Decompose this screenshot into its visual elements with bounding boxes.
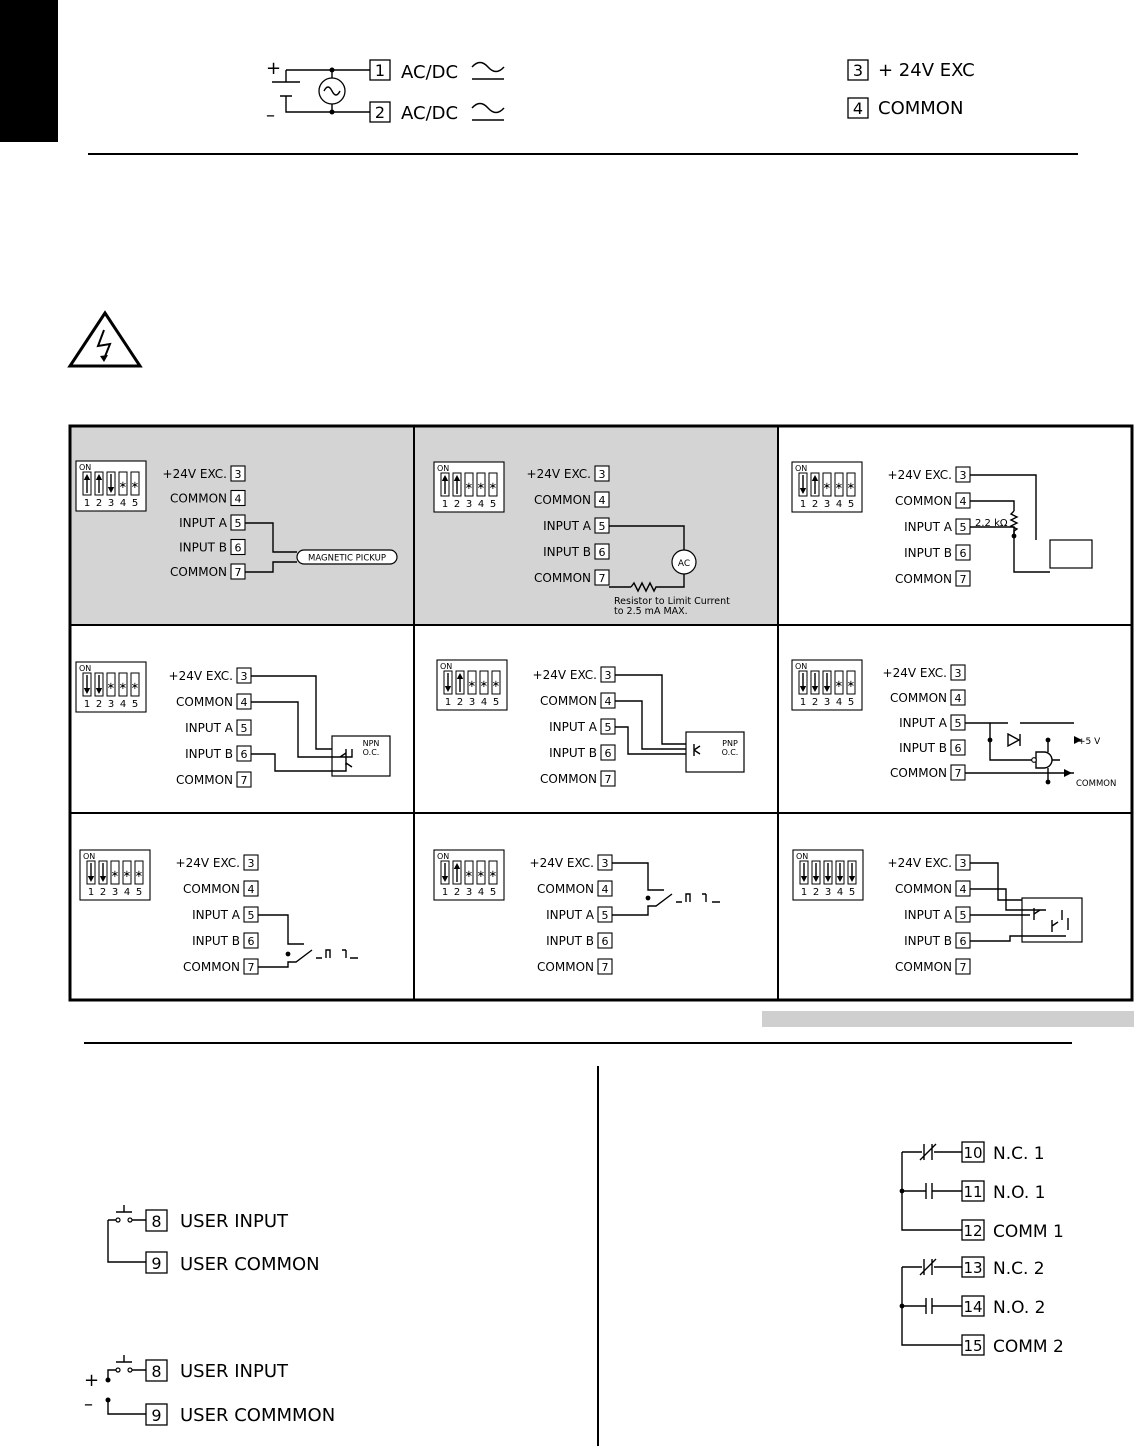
dip-switch-number: 5 [135, 887, 143, 898]
dip-on-label: ON [79, 463, 92, 472]
switch-dont-care-icon: ∗ [822, 481, 832, 492]
relay-terminal-label: N.C. 2 [993, 1259, 1045, 1279]
terminal-label: COMMON [183, 882, 240, 896]
terminal-label: +24V EXC. [162, 467, 227, 481]
dip-switch-number: 1 [441, 887, 449, 898]
shock-hazard-icon [70, 313, 140, 366]
junction-dot [900, 1304, 905, 1309]
terminal-number: 3 [954, 667, 962, 680]
relay-1-group [900, 1142, 1064, 1242]
terminal-label: INPUT B [192, 934, 240, 948]
normally-open-contact-icon [926, 1298, 932, 1314]
terminal-number: 6 [604, 747, 612, 760]
switch-dont-care-icon: ∗ [467, 679, 477, 690]
terminal-label: +24V EXC. [882, 666, 947, 680]
switch-dont-care-icon: ∗ [491, 679, 501, 690]
terminal-number: 5 [959, 909, 967, 922]
dip-switch-number: 2 [456, 697, 464, 708]
terminal-label: +24V EXC. [887, 468, 952, 482]
terminal-number: 7 [959, 961, 967, 974]
terminal-label: INPUT A [904, 908, 952, 922]
terminal-number: 6 [240, 748, 248, 761]
switch-dont-care-icon: ∗ [479, 679, 489, 690]
resistor-note: Resistor to Limit Current [614, 596, 730, 607]
terminal-number: 3 [598, 468, 606, 481]
switch-dont-care-icon: ∗ [488, 481, 498, 492]
dip-switch-number: 2 [811, 499, 819, 510]
source-plus-sign: + [84, 1370, 100, 1391]
junction-dot [1012, 534, 1017, 539]
terminal-label: INPUT A [546, 908, 594, 922]
common-output-label: COMMON [1076, 779, 1117, 789]
terminal-number: 3 [959, 857, 967, 870]
dip-switch-number: 2 [99, 887, 107, 898]
dip-switch-number: 3 [111, 887, 119, 898]
dip-switch-number: 3 [107, 699, 115, 710]
dip-switch-block [434, 850, 504, 900]
dip-switch-block [76, 662, 146, 712]
switch-dont-care-icon: ∗ [134, 869, 144, 880]
terminal-label: +24V EXC. [168, 669, 233, 683]
terminal-3-number: 3 [852, 61, 864, 80]
terminal-number: 3 [247, 857, 255, 870]
terminal-number: 4 [598, 494, 606, 507]
user-commmon-label: USER COMMMON [180, 1405, 336, 1426]
relay-terminal-label: N.O. 1 [993, 1183, 1046, 1203]
terminal-label: +24V EXC. [526, 467, 591, 481]
dip-switch-number: 1 [444, 697, 452, 708]
terminal-label: COMMON [540, 772, 597, 786]
resistor-value-label: 2.2 kΩ [975, 518, 1008, 529]
switch-dont-care-icon: ∗ [106, 681, 116, 692]
relay-terminal-number: 11 [963, 1183, 983, 1201]
sensor-box [1050, 540, 1092, 568]
switch-dont-care-icon: ∗ [118, 480, 128, 491]
terminal-label: +24V EXC. [175, 856, 240, 870]
magnetic-pickup-label: MAGNETIC PICKUP [308, 553, 386, 564]
dip-switch-number: 2 [811, 697, 819, 708]
dip-switch-number: 1 [441, 499, 449, 510]
dip-switch-number: 5 [847, 697, 855, 708]
terminal-label: COMMON [895, 494, 952, 508]
terminal-label: COMMON [170, 491, 227, 506]
npn-label: NPN [362, 739, 380, 748]
dip-switch-number: 5 [848, 887, 856, 898]
user-input-label: USER INPUT [180, 1361, 288, 1382]
ac-source-label: AC [677, 559, 691, 569]
relay-2-group [900, 1257, 1064, 1357]
dip-switch-number: 1 [83, 699, 91, 710]
switch-dont-care-icon: ∗ [476, 481, 486, 492]
terminal-number: 7 [954, 767, 962, 780]
relay-terminal-number: 10 [963, 1144, 983, 1162]
terminal-label: INPUT B [549, 746, 597, 760]
switch-dont-care-icon: ∗ [846, 481, 856, 492]
terminal-label: COMMON [890, 766, 947, 780]
terminal-number: 7 [959, 573, 967, 586]
relay-terminal-label: N.O. 2 [993, 1298, 1046, 1318]
npn-label: O.C. [362, 748, 380, 757]
terminal-label: COMMON [170, 565, 227, 579]
dip-switch-number: 2 [812, 887, 820, 898]
panel-background [70, 813, 414, 1000]
terminal-number: 6 [247, 935, 255, 948]
dip-on-label: ON [796, 852, 809, 861]
dip-switch-block [793, 850, 863, 900]
terminal-number: 4 [601, 883, 609, 896]
input-panel-5 [414, 625, 778, 813]
terminal-number: 3 [959, 469, 967, 482]
dip-switch-number: 4 [835, 499, 843, 510]
resistor-note: to 2.5 mA MAX. [614, 606, 688, 617]
junction-dot [286, 952, 291, 957]
terminal-number: 7 [234, 566, 242, 579]
terminal-number: 4 [247, 883, 255, 896]
terminal-label: INPUT B [185, 747, 233, 761]
terminal-8-number: 8 [151, 1212, 162, 1231]
terminal-number: 4 [234, 492, 242, 506]
terminal-label: COMMON [537, 960, 594, 974]
dip-switch-number: 5 [131, 498, 139, 509]
dip-switch-number: 3 [465, 887, 473, 898]
terminal-label: +24V EXC. [887, 856, 952, 870]
power-plus-sign: + [266, 58, 282, 79]
terminal-label: +24V EXC. [529, 856, 594, 870]
dip-switch-number: 2 [453, 499, 461, 510]
terminal-number: 7 [247, 961, 255, 974]
dip-switch-number: 4 [119, 699, 127, 710]
dip-switch-block [434, 462, 504, 512]
dip-switch-number: 3 [107, 498, 115, 509]
relay-terminal-number: 12 [963, 1222, 983, 1240]
terminal-9-number: 9 [151, 1254, 162, 1273]
dip-switch-number: 1 [799, 499, 807, 510]
switch-dont-care-icon: ∗ [834, 679, 844, 690]
user-input-sourcing [84, 1355, 335, 1426]
pnp-label: PNP [722, 739, 738, 748]
dip-switch-number: 4 [480, 697, 488, 708]
terminal-label: INPUT B [543, 545, 591, 559]
terminal-number: 3 [234, 468, 242, 481]
dip-switch-number: 5 [847, 499, 855, 510]
terminal-label: COMMON [895, 882, 952, 896]
relay-terminal-label: COMM 2 [993, 1337, 1064, 1357]
junction-dot [1046, 738, 1051, 743]
relay-terminal-label: COMM 1 [993, 1222, 1064, 1242]
source-minus-sign: – [84, 1394, 93, 1415]
terminal-number: 6 [959, 547, 967, 560]
terminal-4-number: 4 [852, 99, 864, 118]
dip-switch-number: 4 [835, 697, 843, 708]
dip-switch-number: 5 [489, 499, 497, 510]
terminal-4-label: COMMON [878, 98, 964, 119]
plus-5v-label: +5 V [1078, 737, 1101, 747]
terminal-number: 5 [234, 517, 242, 530]
dip-switch-number: 3 [823, 499, 831, 510]
terminal-number: 5 [959, 521, 967, 534]
terminal-label: COMMON [895, 572, 952, 586]
relay-terminal-number: 14 [963, 1298, 983, 1316]
switch-dont-care-icon: ∗ [476, 869, 486, 880]
terminal-label: INPUT A [549, 720, 597, 734]
terminal-number: 7 [604, 773, 612, 786]
terminal-label: COMMON [176, 695, 233, 709]
user-common-label: USER COMMON [180, 1254, 320, 1275]
dip-switch-number: 4 [477, 887, 485, 898]
terminal-2-number: 2 [374, 103, 386, 122]
relay-outputs [900, 1142, 1064, 1357]
terminal-number: 5 [954, 717, 962, 730]
dip-switch-block [792, 462, 862, 512]
terminal-label: COMMON [895, 960, 952, 974]
dip-switch-number: 1 [800, 887, 808, 898]
dip-switch-block [792, 660, 862, 710]
dip-switch-number: 5 [489, 887, 497, 898]
terminal-label: COMMON [176, 773, 233, 787]
terminal-number: 5 [604, 721, 612, 734]
terminal-label: COMMON [534, 493, 591, 507]
terminal-number: 5 [598, 520, 606, 533]
switch-dont-care-icon: ∗ [130, 681, 140, 692]
input-panel-4 [70, 625, 414, 813]
gray-band [762, 1011, 1134, 1027]
terminal-1-number: 1 [374, 61, 386, 80]
terminal-label: +24V EXC. [532, 668, 597, 682]
terminal-number: 4 [604, 695, 612, 708]
terminal-label: INPUT B [899, 741, 947, 755]
gate-bubble [1032, 758, 1037, 763]
dip-switch-number: 5 [492, 697, 500, 708]
terminal-number: 7 [240, 774, 248, 787]
normally-closed-contact-icon [920, 1259, 936, 1275]
dip-switch-number: 2 [95, 498, 103, 509]
user-input-sinking [108, 1205, 320, 1275]
terminal-number: 3 [240, 670, 248, 683]
switch-dont-care-icon: ∗ [464, 869, 474, 880]
ac-tilde-icon [472, 104, 504, 121]
junction-dot [1046, 780, 1051, 785]
switch-dont-care-icon: ∗ [464, 481, 474, 492]
switch-dont-care-icon: ∗ [488, 869, 498, 880]
terminal-number: 4 [240, 696, 248, 709]
terminal-number: 6 [601, 935, 609, 948]
switch-dont-care-icon: ∗ [130, 480, 140, 491]
relay-terminal-number: 13 [963, 1259, 983, 1277]
relay-terminal-number: 15 [963, 1337, 983, 1355]
terminal-label: COMMON [540, 694, 597, 708]
terminal-8-number: 8 [151, 1362, 162, 1381]
terminal-number: 3 [601, 857, 609, 870]
junction-dot [988, 738, 993, 743]
dip-switch-number: 2 [95, 699, 103, 710]
power-wiring-section [266, 58, 975, 126]
ac-tilde-icon [472, 63, 504, 80]
user-input-label: USER INPUT [180, 1211, 288, 1232]
terminal-label: COMMON [537, 882, 594, 896]
dip-on-label: ON [440, 662, 453, 671]
terminal-label: INPUT B [546, 934, 594, 948]
dip-on-label: ON [437, 464, 450, 473]
dip-switch-number: 4 [477, 499, 485, 510]
dip-on-label: ON [79, 664, 92, 673]
dip-switch-number: 4 [123, 887, 131, 898]
switch-dont-care-icon: ∗ [118, 681, 128, 692]
terminal-number: 4 [954, 692, 962, 705]
dip-on-label: ON [795, 464, 808, 473]
terminal-label: INPUT A [192, 908, 240, 922]
dip-switch-number: 4 [119, 498, 127, 509]
terminal-label: INPUT A [185, 721, 233, 735]
terminal-9-number: 9 [151, 1406, 162, 1425]
junction-dot [646, 896, 651, 901]
dip-on-label: ON [795, 662, 808, 671]
power-minus-sign: – [266, 105, 275, 126]
terminal-number: 7 [601, 961, 609, 974]
relay-terminal-label: N.C. 1 [993, 1144, 1045, 1164]
terminal-3-label: + 24V EXC [878, 60, 975, 81]
terminal-1-label: AC/DC [401, 62, 459, 83]
switch-dont-care-icon: ∗ [122, 869, 132, 880]
dip-switch-number: 5 [131, 699, 139, 710]
terminal-label: INPUT A [899, 716, 947, 730]
terminal-label: COMMON [183, 960, 240, 974]
terminal-label: INPUT A [179, 516, 227, 530]
junction-dot [900, 1189, 905, 1194]
dip-switch-number: 1 [83, 498, 91, 509]
terminal-number: 6 [959, 935, 967, 948]
terminal-number: 3 [604, 669, 612, 682]
dip-switch-number: 3 [465, 499, 473, 510]
dip-switch-number: 3 [824, 887, 832, 898]
input-panel-3 [778, 426, 1132, 625]
dip-on-label: ON [437, 852, 450, 861]
terminal-label: INPUT A [904, 520, 952, 534]
dip-switch-number: 1 [799, 697, 807, 708]
normally-open-contact-icon [926, 1183, 932, 1199]
switch-dont-care-icon: ∗ [110, 869, 120, 880]
dip-switch-block [80, 850, 150, 900]
normally-closed-contact-icon [920, 1144, 936, 1160]
terminal-number: 5 [240, 722, 248, 735]
terminal-number: 6 [954, 742, 962, 755]
terminal-number: 5 [601, 909, 609, 922]
dip-switch-number: 3 [468, 697, 476, 708]
dip-on-label: ON [83, 852, 96, 861]
dip-switch-block [437, 660, 507, 710]
page-edge-tab [0, 0, 58, 142]
pnp-label: O.C. [721, 748, 739, 757]
terminal-number: 7 [598, 572, 606, 585]
terminal-label: COMMON [534, 571, 591, 585]
terminal-number: 6 [234, 541, 242, 555]
terminal-number: 4 [959, 883, 967, 896]
terminal-number: 6 [598, 546, 606, 559]
terminal-label: INPUT B [904, 934, 952, 948]
dip-switch-number: 3 [823, 697, 831, 708]
terminal-label: INPUT B [904, 546, 952, 560]
terminal-number: 4 [959, 495, 967, 508]
input-panel-8 [414, 813, 778, 1000]
dip-switch-number: 1 [87, 887, 95, 898]
input-panel-1 [70, 426, 414, 625]
switch-dont-care-icon: ∗ [846, 679, 856, 690]
terminal-number: 5 [247, 909, 255, 922]
terminal-2-label: AC/DC [401, 103, 459, 124]
terminal-label: INPUT A [543, 519, 591, 533]
input-wiring-grid [70, 426, 1132, 1000]
panel-background [414, 813, 778, 1000]
switch-dont-care-icon: ∗ [834, 481, 844, 492]
panel-background [778, 426, 1132, 625]
dip-switch-number: 4 [836, 887, 844, 898]
terminal-label: COMMON [890, 691, 947, 705]
dip-switch-block [76, 461, 146, 511]
terminal-label: INPUT B [179, 540, 227, 555]
input-panel-7 [70, 813, 414, 1000]
dip-switch-number: 2 [453, 887, 461, 898]
